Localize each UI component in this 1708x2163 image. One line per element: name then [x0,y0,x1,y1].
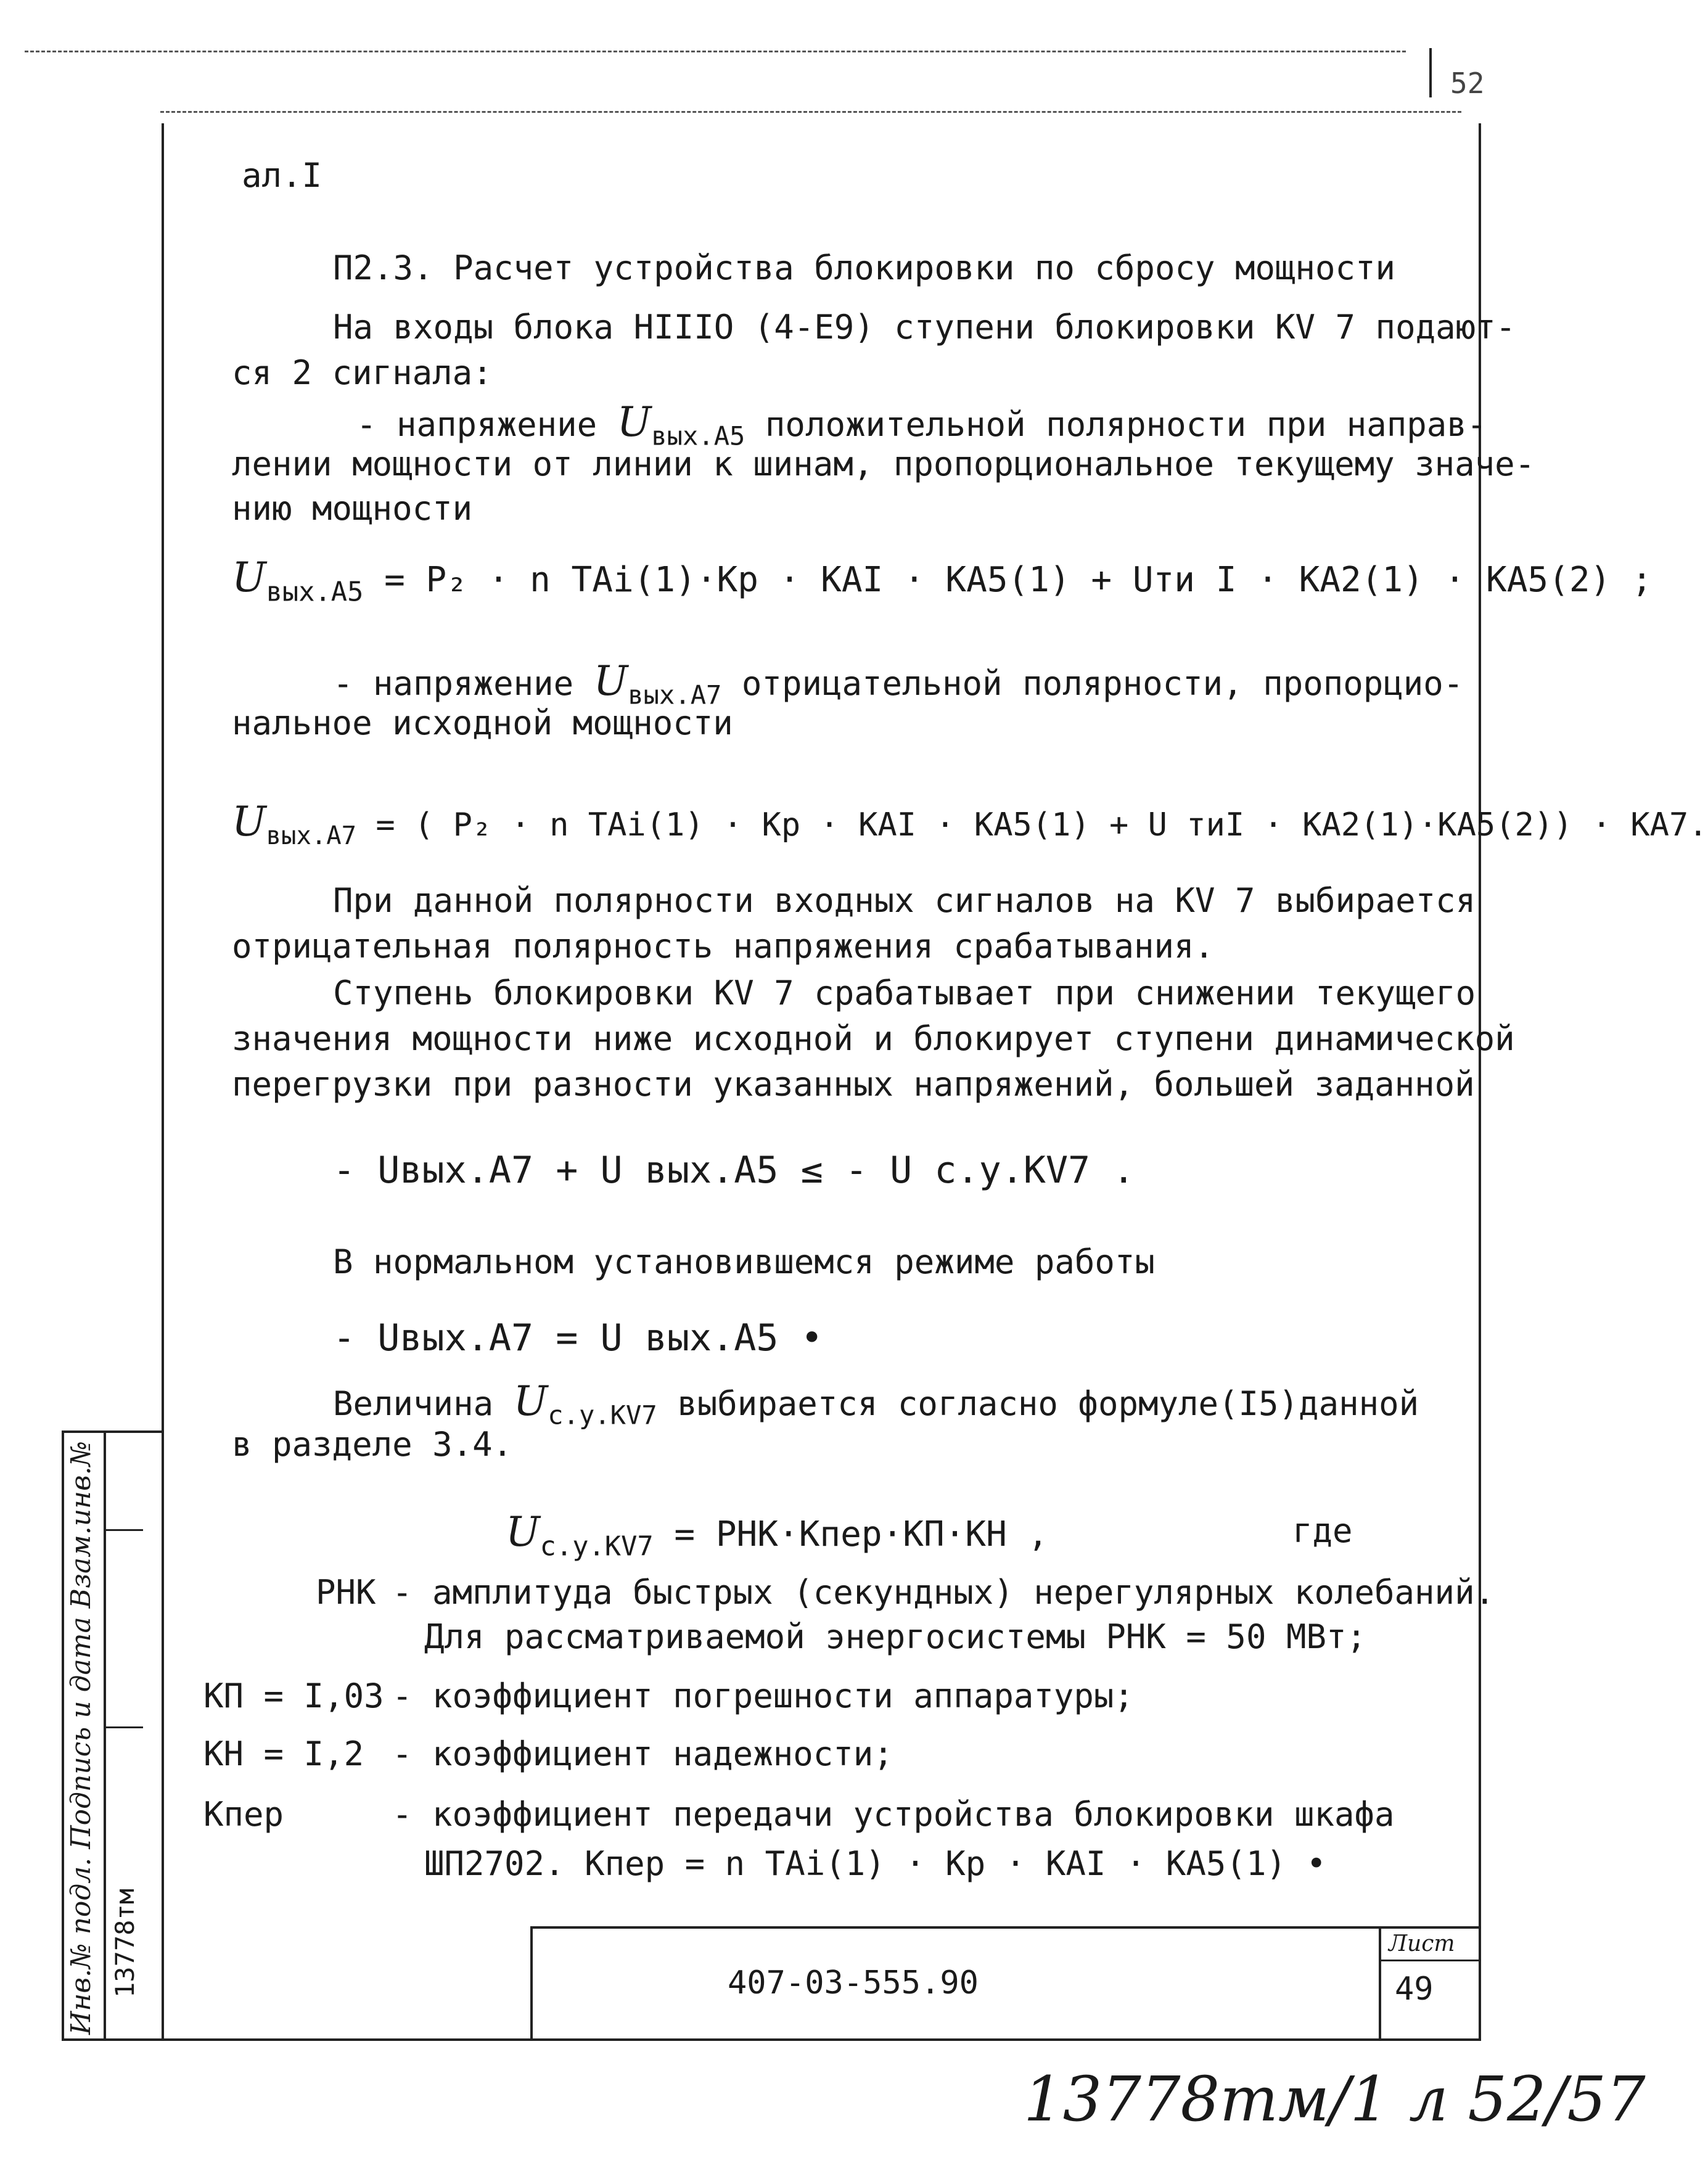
strip-tick-1 [106,1529,143,1531]
formula-1: $U_{вых.А5} = P_2 \cdot n$ TAi(1)·Kp · KAI · KA5(1) + Uти I · KA2(1) · KA5(2) ; [232,554,1653,608]
strip-tick-2 [106,1726,143,1728]
header-note: ал.I [242,156,322,195]
paragraph-1-line-1: На входы блока НIIIО (4-Е9) ступени блокировки КV 7 подают- [333,308,1516,347]
formula-3: - Uвых.А7 + U вых.А5 ≤ - U с.у.КV7 . [333,1149,1135,1192]
stamp-sheet-number: 49 [1395,1971,1434,2008]
paragraph-5-line-1: Ступень блокировки КV 7 срабатывает при снижении текущего [333,974,1476,1012]
top-dashed-line [25,51,1406,52]
paragraph-4-line-1: При данной полярности входных сигналов на КV 7 выбирается [333,881,1476,920]
paragraph-7-line-2: в разделе 3.4. [232,1425,513,1464]
strip-outer [62,1430,64,2041]
paragraph-4-line-2: отрицательная полярность напряжения срабатывания. [232,927,1215,966]
definition-term: KП = I,03 [203,1677,384,1715]
stamp-divider [1379,1926,1381,2041]
paragraph-2-line-2: лении мощности от линии к шинам, пропорциональное текущему значе- [232,445,1535,483]
formula-2: $U_{вых.А7}$ = ( P₂ · n TAi(1) · Kp · KAI · KA5(1) + U тиI · KA2(1)·KA5(2)) · KA7. [232,798,1708,851]
frame-bottom [62,2038,1481,2041]
stamp-sheet-line [1379,1960,1481,1961]
paragraph-5-line-2: значения мощности ниже исходной и блокирует ступени динамической [232,1019,1515,1058]
formula-5: $U_{с.у.КV7}$ = PНК·Kпер·KП·KН , [506,1508,1049,1562]
definition-text: ШП2702. Kпер = n TAi(1) · Kp · KAI · KA5(1) • [424,1844,1326,1883]
formula-4: - Uвых.А7 = U вых.А5 • [333,1316,823,1360]
paragraph-3-line-1: - напряжение $U_{вых.А7}$ отрицательной полярности, пропорцио- [333,657,1464,710]
handwritten-footer: 13778тм/1 л 52/57 [1024,2063,1646,2135]
frame-left [162,123,164,2041]
strip-inner [104,1430,106,2041]
paragraph-5-line-3: перегрузки при разности указанных напряжений, большей заданной [232,1065,1475,1104]
definition-term: Kпер [203,1795,284,1834]
page-number-top: 52 [1450,67,1485,100]
side-strip-labels: Инв.№ подл. Подпись и дата Взам.инв.№ [65,1440,97,2035]
definition-term: KН = I,2 [203,1734,364,1773]
definition-text: - коэффициент погрешности аппаратуры; [392,1677,1134,1715]
paragraph-6: В нормальном установившемся режиме работы [333,1242,1155,1281]
definition-text: - коэффициент надежности; [392,1734,893,1773]
definition-text: - амплитуда быстрых (секундных) нерегулярных колебаний. [392,1573,1495,1612]
top-tick [1429,48,1432,97]
paragraph-2-line-3: нию мощности [232,489,473,528]
paragraph-7-line-1: Величина $U_{с.у.КV7}$ выбирается согласно формуле(I5)данной [333,1377,1419,1430]
strip-top [62,1430,164,1433]
definition-term: PНК [316,1573,376,1612]
paragraph-2-line-1: - напряжение $U_{вых.А5}$ положительной полярности при направ- [356,398,1487,451]
stamp-sheet-label: Лист [1389,1931,1455,1956]
paragraph-3-line-2: нальное исходной мощности [232,704,733,742]
stamp-doc-code: 407-03-555.90 [728,1964,979,2001]
definition-text: - коэффициент передачи устройства блокировки шкафа [392,1795,1395,1834]
stamp-left [530,1926,533,2041]
definition-text: Для рассматриваемой энергосистемы PНК = 50 МВт; [424,1617,1367,1656]
where-word: где [1292,1511,1353,1550]
stamp-top [530,1926,1481,1929]
section-title: П2.3. Расчет устройства блокировки по сбросу мощности [333,248,1396,287]
side-strip-inv-number: 13778тм [110,1888,140,1998]
top-dashed-line-2 [160,111,1461,113]
paragraph-1-line-2: ся 2 сигнала: [232,353,493,392]
